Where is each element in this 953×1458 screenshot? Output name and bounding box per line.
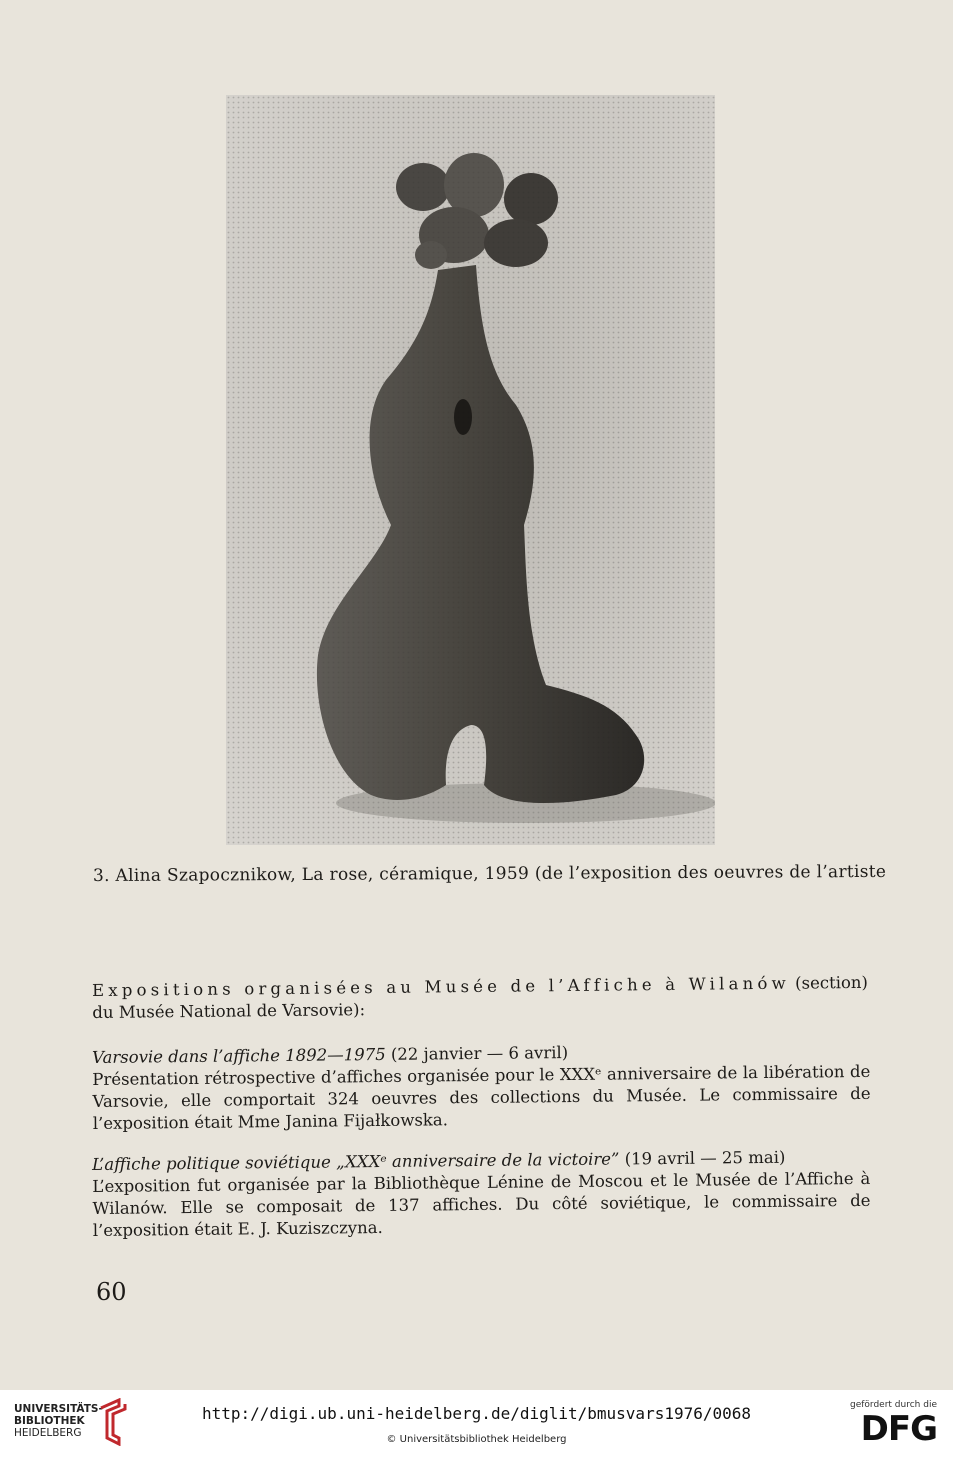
exhibition-1-description: Présentation rétrospective d’affiches organisée pour le XXXᵉ anniversaire de la libération de Varsovie, elle comportait 324 oeuvres des collections du Musée. Le commissaire de l’exposition était Mme Janina Fijałkowska. (92, 1061, 871, 1133)
library-name-line-2: BIBLIOTHEK (14, 1415, 85, 1427)
heading-line-2: du Musée National de Varsovie): (92, 1000, 366, 1022)
exhibition-1-title: Varsovie dans l’affiche 1892—1975 (92, 1044, 386, 1067)
section-heading (92, 972, 870, 1024)
heading-line-1-suffix: (section) (789, 972, 869, 993)
sculpture-photo (226, 95, 715, 845)
library-name-line-3: HEIDELBERG (14, 1427, 82, 1439)
sculpture-illustration (226, 95, 715, 845)
page-number: 60 (96, 1278, 127, 1306)
heading-line-1: Expositions organisées au Musée de l’Affiche à Wilanów (92, 973, 790, 1000)
permalink-url[interactable]: http://digi.ub.uni-heidelberg.de/diglit/bmusvars1976/0068 (201, 1404, 752, 1423)
exhibition-1-dates: (22 janvier — 6 avril) (385, 1043, 569, 1064)
exhibition-2-description: L’exposition fut organisée par la Bibliothèque Lénine de Moscou et le Musée de l’Affiche à Wilanów. Elle se composait de 137 affiches. Du côté soviétique, le commissaire de l’exposition était E. J. Kuziszczyna. (92, 1168, 871, 1240)
exhibition-2-title: L’affiche politique soviétique „XXXᵉ anniversaire de la victoire” (92, 1149, 620, 1174)
exhibition-entry-1 (92, 1039, 871, 1135)
exhibition-2-dates: (19 avril — 25 mai) (619, 1147, 786, 1169)
library-name-line-1: UNIVERSITÄTS- (14, 1403, 103, 1415)
funding-note: gefördert durch die (850, 1400, 937, 1410)
exhibition-entry-2 (92, 1146, 871, 1242)
copyright-notice: © Universitätsbibliothek Heidelberg (386, 1434, 567, 1445)
footer-bar (0, 1390, 953, 1458)
dfg-logo-icon: DFG (860, 1409, 937, 1449)
figure-caption: 3. Alina Szapocznikow, La rose, céramique, 1959 (de l’exposition des oeuvres de l’artiste (92, 861, 887, 887)
